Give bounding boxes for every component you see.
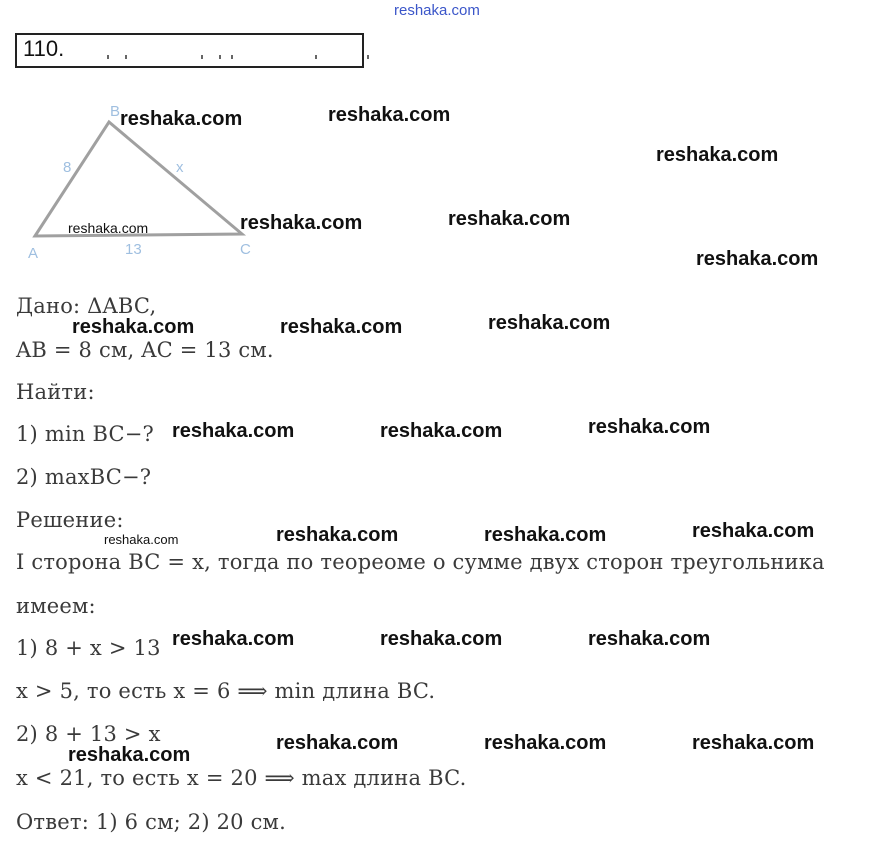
watermark: reshaka.com (488, 312, 611, 334)
side-bc-label: x (176, 159, 184, 176)
watermark: reshaka.com (380, 628, 503, 650)
solution-title: Решение: (16, 508, 124, 532)
side-ab-label: 8 (63, 159, 72, 176)
side-ac-label: 13 (125, 241, 142, 258)
watermark: reshaka.com (448, 208, 571, 230)
answer: Ответ: 1) 6 см; 2) 20 см. (16, 810, 286, 834)
given-line-1: Дано: ΔABC, (16, 294, 157, 318)
watermark: reshaka.com (120, 108, 243, 130)
faded-title-specks (105, 55, 355, 61)
step-2: 2) 8 + 13 > x (16, 722, 161, 746)
watermark: reshaka.com (276, 524, 399, 546)
figure-watermark: reshaka.com (68, 220, 149, 236)
watermark: reshaka.com (484, 732, 607, 754)
watermark: reshaka.com (380, 420, 503, 442)
watermark: reshaka.com (276, 732, 399, 754)
given-line-2: AB = 8 см, AC = 13 см. (16, 338, 274, 362)
watermark: reshaka.com (692, 732, 815, 754)
vertex-c-label: C (240, 241, 251, 258)
step-2-result: x < 21, то есть x = 20 ⟹ max длина BC. (16, 766, 467, 790)
find-item-2: 2) maxBC−? (16, 465, 152, 489)
watermark: reshaka.com (696, 248, 819, 270)
step-1: 1) 8 + x > 13 (16, 636, 161, 660)
find-item-1: 1) min BC−? (16, 422, 155, 446)
watermark: reshaka.com (68, 744, 191, 766)
watermark: reshaka.com (656, 144, 779, 166)
watermark-small: reshaka.com (104, 532, 179, 547)
watermark: reshaka.com (484, 524, 607, 546)
solution-line-1: I сторона BC = x, тогда по теореоме о сумме двух сторон треугольника (16, 550, 825, 574)
triangle-abc (35, 122, 242, 236)
watermark: reshaka.com (240, 212, 363, 234)
vertex-a-label: A (28, 245, 39, 262)
watermark: reshaka.com (72, 316, 195, 338)
vertex-b-label: B (110, 103, 121, 120)
watermark: reshaka.com (692, 520, 815, 542)
watermark: reshaka.com (280, 316, 403, 338)
solution-line-2: имеем: (16, 594, 96, 618)
top-watermark: reshaka.com (394, 2, 480, 19)
watermark: reshaka.com (172, 420, 295, 442)
watermark: reshaka.com (328, 104, 451, 126)
watermark: reshaka.com (588, 628, 711, 650)
find-title: Найти: (16, 380, 95, 404)
problem-number: 110. (23, 36, 65, 61)
step-1-result: x > 5, то есть x = 6 ⟹ min длина BC. (16, 679, 436, 703)
watermark: reshaka.com (172, 628, 295, 650)
problem-number-box (15, 33, 364, 68)
watermark: reshaka.com (588, 416, 711, 438)
